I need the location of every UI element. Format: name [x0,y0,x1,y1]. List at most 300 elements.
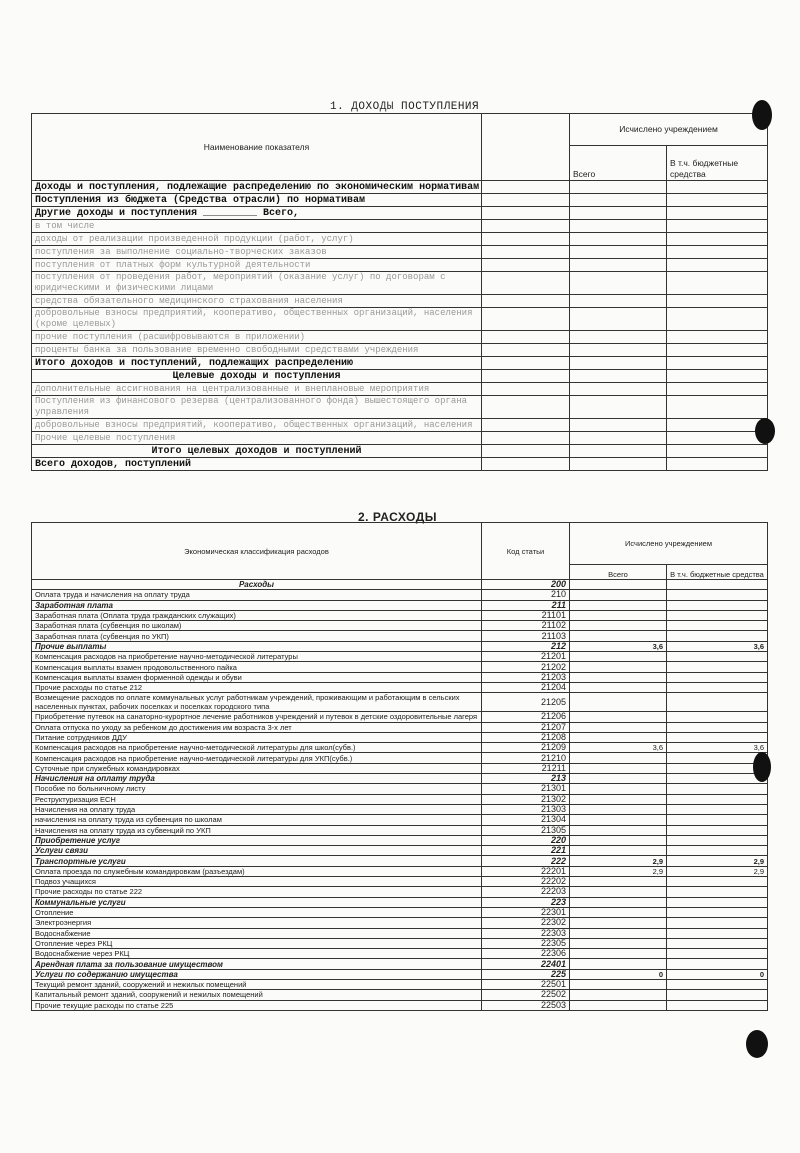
expense-row-label: Текущий ремонт зданий, сооружений и нежилых помещений [32,979,482,989]
expense-row-code: 222 [482,856,570,866]
income-row-label: Другие доходы и поступления _________ Всего, [32,207,482,220]
expense-row-code: 21211 [482,763,570,773]
expense-row [32,712,768,722]
expense-row-budget [667,907,768,917]
income-row [32,272,768,295]
expense-row-total [570,621,667,631]
expense-row-label: Подвоз учащихся [32,877,482,887]
expense-row [32,743,768,753]
expense-row [32,763,768,773]
scan-blot [753,752,771,782]
income-row-code [482,181,570,194]
expense-row [32,794,768,804]
expense-row-budget [667,846,768,856]
income-row-label: Прочие целевые поступления [32,432,482,445]
income-row-budget [667,432,768,445]
expense-row-budget [667,610,768,620]
expense-row [32,610,768,620]
expense-row-budget: 3,6 [667,641,768,651]
income-row-budget [667,207,768,220]
expense-row-label: Транспортные услуги [32,856,482,866]
expense-row-total [570,990,667,1000]
expense-row-total [570,590,667,600]
expense-row [32,815,768,825]
income-row-label: поступления от проведения работ, мероприятий (оказание услуг) по договорам с юридическими и физическими лицами [32,272,482,295]
expense-row-label: Прочие выплаты [32,641,482,651]
expense-row-code: 211 [482,600,570,610]
income-row [32,458,768,471]
expense-row-budget [667,918,768,928]
expense-row-total [570,774,667,784]
expense-row-code: 22305 [482,938,570,948]
expense-row-code: 22303 [482,928,570,938]
expense-row-label: Начисления на оплату труда из субвенций по УКП [32,825,482,835]
income-row-total [570,458,667,471]
expense-row-label: Услуги по содержанию имущества [32,969,482,979]
expense-row-code: 21301 [482,784,570,794]
expense-table [31,522,768,1011]
expense-row-budget [667,897,768,907]
income-row [32,396,768,419]
expense-row-total [570,815,667,825]
expense-row-total [570,794,667,804]
expense-row-total [570,959,667,969]
expense-row-budget [667,621,768,631]
income-row-code [482,308,570,331]
income-row [32,194,768,207]
expense-row-budget [667,722,768,732]
expense-row-code: 213 [482,774,570,784]
expense-row [32,590,768,600]
expense-row-code: 21304 [482,815,570,825]
expense-row-budget [667,693,768,712]
income-header-budget: В т.ч. бюджетные средства [667,146,768,181]
income-row-label: Дополнительные ассигнования на централизованные и внеплановые мероприятия [32,383,482,396]
income-row-total [570,308,667,331]
expense-row-total [570,693,667,712]
expense-row-budget [667,1000,768,1010]
expense-row-total [570,672,667,682]
expense-row-code: 212 [482,641,570,651]
expense-row-budget [667,712,768,722]
expense-row-total [570,652,667,662]
expense-row-total [570,753,667,763]
expense-row-total [570,907,667,917]
income-row-budget [667,344,768,357]
expense-row-code: 22302 [482,918,570,928]
income-row-budget [667,246,768,259]
expense-row-total [570,804,667,814]
expense-row-label: Компенсация расходов на приобретение научно-методической литературы [32,652,482,662]
expense-row-total [570,631,667,641]
expense-row-code: 21204 [482,682,570,692]
expense-row-label: Арендная плата за пользование имуществом [32,959,482,969]
income-header-name: Наименование показателя [32,114,482,181]
expense-row-code: 22306 [482,949,570,959]
expense-row [32,1000,768,1010]
expense-row-label: Пособие по больничному листу [32,784,482,794]
income-row [32,181,768,194]
expense-row-label: Прочие расходы по статье 212 [32,682,482,692]
income-row-label: Всего доходов, поступлений [32,458,482,471]
income-row-budget [667,194,768,207]
income-row-budget [667,272,768,295]
expense-row-budget [667,887,768,897]
expense-row-label: Заработная плата (субвенция по школам) [32,621,482,631]
income-row-total [570,220,667,233]
income-row-code [482,370,570,383]
expense-row-total [570,887,667,897]
expense-row-budget [667,753,768,763]
expense-row-label: начисления на оплату труда из субвенция по школам [32,815,482,825]
expense-row-code: 21103 [482,631,570,641]
expense-row-total [570,682,667,692]
expense-row-code: 221 [482,846,570,856]
expense-row-total: 3,6 [570,743,667,753]
expense-row-label: Приобретение путевок на санаторно-курортное лечение работников учреждений и путевок в детские оздоровительные лагеря [32,712,482,722]
expense-row [32,856,768,866]
expense-row-total [570,938,667,948]
expense-row-total [570,580,667,590]
expense-row-total [570,979,667,989]
scan-blot [752,100,772,130]
expense-row-label: Водоснабжение [32,928,482,938]
expense-row-label: Заработная плата (субвенция по УКП) [32,631,482,641]
income-row-code [482,458,570,471]
expense-row-total: 2,9 [570,856,667,866]
expense-row [32,722,768,732]
income-row [32,233,768,246]
expense-row-total [570,722,667,732]
income-row-total [570,383,667,396]
expense-row-total [570,600,667,610]
expense-row-label: Оплата труда и начисления на оплату труда [32,590,482,600]
expense-row-budget [667,662,768,672]
income-row-total [570,295,667,308]
expense-row-code: 21102 [482,621,570,631]
expense-row-label: Услуги связи [32,846,482,856]
income-row-code [482,207,570,220]
expense-row-code: 22301 [482,907,570,917]
income-header-code [482,114,570,181]
expense-row-budget [667,652,768,662]
income-row-code [482,295,570,308]
expense-row-total: 2,9 [570,866,667,876]
expense-row [32,693,768,712]
income-row-budget [667,383,768,396]
expense-row-budget: 2,9 [667,856,768,866]
income-row-budget [667,308,768,331]
expense-row-total: 0 [570,969,667,979]
income-row-code [482,357,570,370]
expense-row-budget [667,732,768,742]
income-row-code [482,233,570,246]
expense-row-total [570,610,667,620]
expense-row-code: 21207 [482,722,570,732]
expense-row [32,662,768,672]
income-row-code [482,396,570,419]
expense-row [32,732,768,742]
income-row-total [570,370,667,383]
income-row-total [570,419,667,432]
income-row [32,432,768,445]
income-row-total [570,272,667,295]
income-row-budget [667,259,768,272]
expense-header-calculated: Исчислено учреждением [570,523,768,565]
income-row [32,419,768,432]
income-table [31,113,768,471]
income-row-label: Доходы и поступления, подлежащие распределению по экономическим нормативам [32,181,482,194]
expense-row-code: 21305 [482,825,570,835]
expense-row [32,784,768,794]
expense-row [32,877,768,887]
expense-header-total: Всего [570,565,667,580]
expense-row-label: Прочие текущие расходы по статье 225 [32,1000,482,1010]
income-row-label: Поступления из бюджета (Средства отрасли) по нормативам [32,194,482,207]
income-row-code [482,344,570,357]
income-row-total [570,445,667,458]
scan-blot [746,1030,768,1058]
income-row-code [482,419,570,432]
income-row-total [570,233,667,246]
expense-row-label: Оплата отпуска по уходу за ребенком до достижения им возраста 3-х лет [32,722,482,732]
section2-title: 2. РАСХОДЫ [358,510,438,524]
income-row-label: средства обязательного медицинского страхования населения [32,295,482,308]
income-row-budget [667,419,768,432]
income-row-total [570,207,667,220]
income-row-total [570,396,667,419]
income-row-label: доходы от реализации произведенной продукции (работ, услуг) [32,233,482,246]
income-row [32,445,768,458]
income-row-code [482,383,570,396]
expense-row-code: 225 [482,969,570,979]
income-row-label: проценты банка за пользование временно свободными средствами учреждения [32,344,482,357]
expense-row [32,825,768,835]
expense-row-total [570,897,667,907]
income-row [32,370,768,383]
income-row-label: добровольные взносы предприятий, кооперативо, общественных организаций, населения (кроме целевых) [32,308,482,331]
expense-row-code: 22202 [482,877,570,887]
income-row [32,246,768,259]
expense-row-code: 21201 [482,652,570,662]
expense-header-name: Экономическая классификация расходов [32,523,482,580]
expense-row-budget [667,959,768,969]
income-row-label: Поступления из финансового резерва (централизованного фонда) вышестоящего органа управления [32,396,482,419]
income-row-total [570,357,667,370]
income-row-budget [667,220,768,233]
income-row-label: поступления от платных форм культурной деятельности [32,259,482,272]
expense-row-budget [667,774,768,784]
expense-row-code: 21210 [482,753,570,763]
section1-title: 1. ДОХОДЫ ПОСТУПЛЕНИЯ [330,101,480,113]
expense-row [32,672,768,682]
expense-row-total [570,1000,667,1010]
income-row-budget [667,181,768,194]
expense-row-budget [667,784,768,794]
expense-row-code: 21302 [482,794,570,804]
income-row [32,308,768,331]
expense-row-total [570,918,667,928]
expense-row-label: Капитальный ремонт зданий, сооружений и нежилых помещений [32,990,482,1000]
income-row-code [482,272,570,295]
income-row-budget [667,357,768,370]
expense-row [32,652,768,662]
expense-row [32,804,768,814]
expense-row-budget [667,600,768,610]
income-row-code [482,220,570,233]
expense-row-budget [667,979,768,989]
expense-row-code: 21208 [482,732,570,742]
expense-row [32,897,768,907]
expense-row-label: Реструктуризация ЕСН [32,794,482,804]
expense-row-code: 21206 [482,712,570,722]
expense-row-code: 21209 [482,743,570,753]
expense-row-budget [667,804,768,814]
expense-row [32,682,768,692]
income-header-row [32,114,768,146]
expense-row-code: 200 [482,580,570,590]
income-row-label: добровольные взносы предприятий, кооперативо, общественных организаций, населения [32,419,482,432]
expense-row-code: 21205 [482,693,570,712]
expense-row-label: Отопление [32,907,482,917]
income-row-code [482,246,570,259]
expense-row-code: 22502 [482,990,570,1000]
expense-row-total [570,835,667,845]
expense-row-total [570,763,667,773]
expense-row-label: Прочие расходы по статье 222 [32,887,482,897]
expense-row-code: 223 [482,897,570,907]
expense-row-label: Электроэнергия [32,918,482,928]
income-row [32,207,768,220]
income-row-label: поступления за выполнение социально-творческих заказов [32,246,482,259]
expense-row [32,835,768,845]
income-header-total: Всего [570,146,667,181]
expense-row [32,641,768,651]
expense-row [32,918,768,928]
expense-row [32,979,768,989]
expense-row-budget [667,835,768,845]
income-row [32,259,768,272]
expense-row-label: Водоснабжение через РКЦ [32,949,482,959]
expense-row [32,969,768,979]
expense-row-total [570,662,667,672]
expense-row [32,846,768,856]
expense-row-code: 210 [482,590,570,600]
income-row-code [482,259,570,272]
expense-row [32,753,768,763]
income-row-code [482,331,570,344]
expense-row-label: Возмещение расходов по оплате коммунальных услуг работникам учреждений, проживающим и работающим в сельских населенных пунктах, рабочих поселках и поселках городского типа [32,693,482,712]
income-row-budget [667,233,768,246]
income-row [32,220,768,233]
expense-row [32,621,768,631]
income-row-label: в том числе [32,220,482,233]
income-row-total [570,194,667,207]
expense-row-code: 21101 [482,610,570,620]
expense-row [32,949,768,959]
expense-row-budget: 2,9 [667,866,768,876]
expense-row-budget [667,631,768,641]
expense-header-code: Код статьи [482,523,570,580]
expense-row-label: Оплата проезда по служебным командировкам (разъездам) [32,866,482,876]
expense-row [32,631,768,641]
expense-row-label: Коммунальные услуги [32,897,482,907]
expense-row-total [570,784,667,794]
income-row-total [570,344,667,357]
expense-row-code: 21303 [482,804,570,814]
expense-row-budget [667,928,768,938]
income-row-budget [667,331,768,344]
income-row-budget [667,295,768,308]
expense-row-budget: 0 [667,969,768,979]
expense-row-code: 22203 [482,887,570,897]
expense-row-total [570,949,667,959]
income-row-budget [667,396,768,419]
expense-row-label: Начисления на оплату труда [32,804,482,814]
expense-row-budget [667,580,768,590]
expense-row-budget [667,990,768,1000]
expense-row-code: 22401 [482,959,570,969]
income-row-code [482,445,570,458]
income-row [32,331,768,344]
income-row [32,383,768,396]
expense-row-label: Компенсация расходов на приобретение научно-методической литературы для УКП(субв.) [32,753,482,763]
expense-row-budget [667,815,768,825]
income-row-total [570,331,667,344]
income-row-total [570,259,667,272]
expense-row-budget [667,682,768,692]
income-row-total [570,181,667,194]
expense-row-code: 21203 [482,672,570,682]
expense-row-total [570,928,667,938]
expense-row-code: 220 [482,835,570,845]
expense-row-budget [667,794,768,804]
income-row-code [482,432,570,445]
expense-row-label: Питание сотрудников ДДУ [32,732,482,742]
income-header-calculated: Исчислено учреждением [570,114,768,146]
income-row-total [570,246,667,259]
expense-row-label: Заработная плата (Оплата труда гражданских служащих) [32,610,482,620]
expense-row [32,600,768,610]
income-row-label: Итого целевых доходов и поступлений [32,445,482,458]
expense-row-budget [667,590,768,600]
expense-header-budget: В т.ч. бюджетные средства [667,565,768,580]
expense-row [32,938,768,948]
expense-row [32,907,768,917]
income-row-total [570,432,667,445]
expense-row [32,866,768,876]
expense-row-total: 3,6 [570,641,667,651]
expense-row-code: 22201 [482,866,570,876]
income-row [32,344,768,357]
expense-row-label: Суточные при служебных командировках [32,763,482,773]
expense-row-total [570,825,667,835]
expense-row-code: 22503 [482,1000,570,1010]
expense-row-total [570,732,667,742]
expense-row-label: Начисления на оплату труда [32,774,482,784]
expense-row-budget [667,949,768,959]
expense-row-label: Приобретение услуг [32,835,482,845]
expense-row-budget [667,672,768,682]
expense-row-budget [667,938,768,948]
expense-row-label: Компенсация выплаты взамен форменной одежды и обуви [32,672,482,682]
income-row-label: прочие поступления (расшифровываются в приложении) [32,331,482,344]
expense-row-total [570,877,667,887]
income-row-code [482,194,570,207]
expense-row-label: Заработная плата [32,600,482,610]
income-row-label: Целевые доходы и поступления [32,370,482,383]
expense-row [32,580,768,590]
